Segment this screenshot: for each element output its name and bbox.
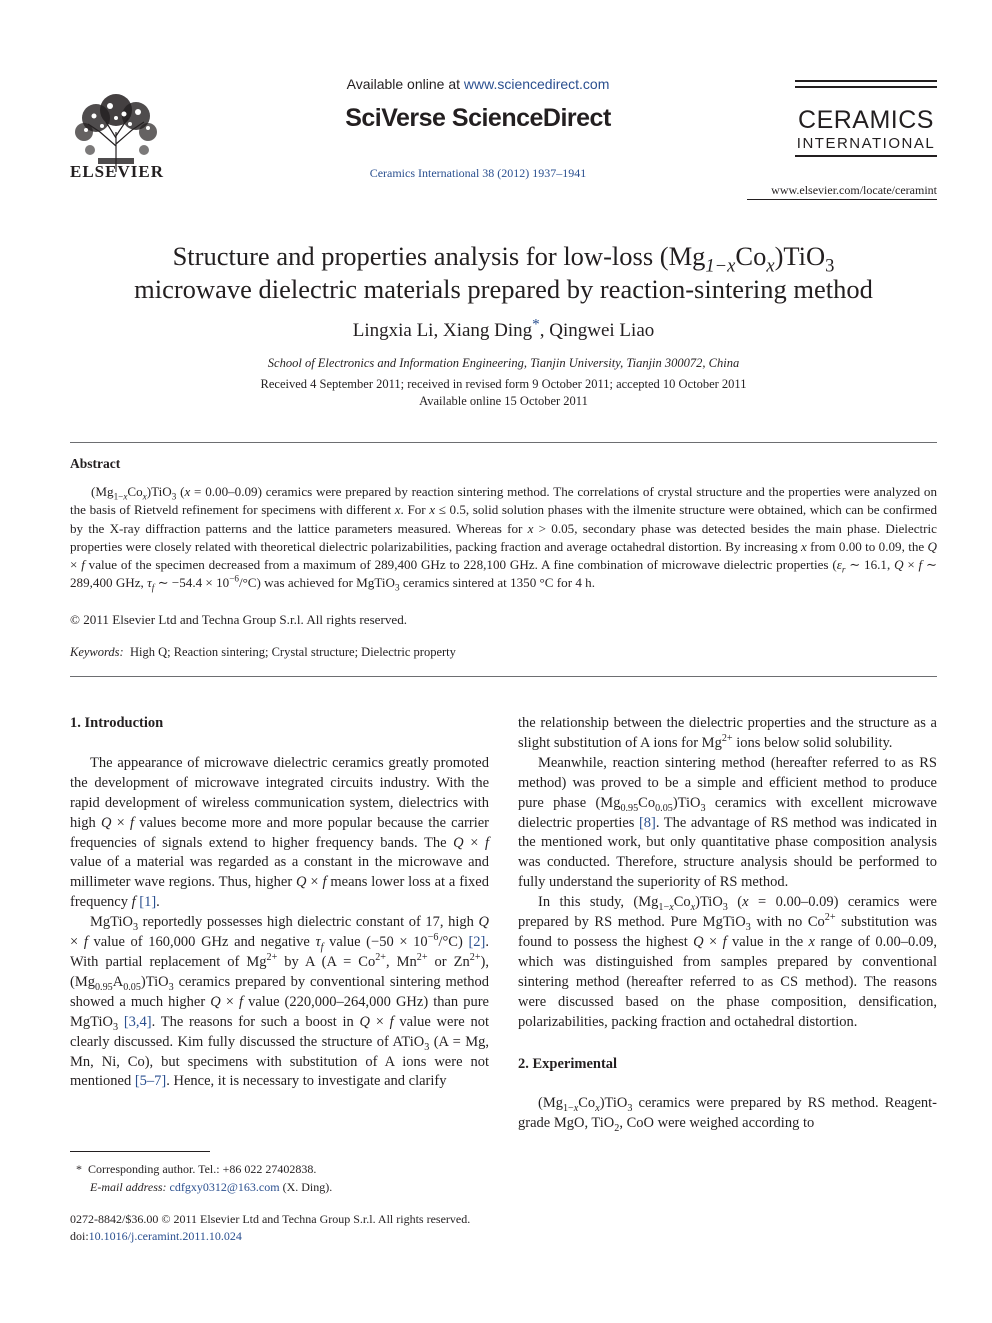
journal-logo-rule-top <box>795 80 937 82</box>
abstract-heading: Abstract <box>70 456 121 471</box>
page-footer <box>70 1211 470 1245</box>
author-name[interactable]: Lingxia Li <box>352 320 434 341</box>
sciencedirect-link[interactable]: www.sciencedirect.com <box>463 76 610 92</box>
title-sub: 1−x <box>705 255 736 277</box>
author-name[interactable]: Qingwei Liao <box>549 320 655 341</box>
affiliation: School of Electronics and Information Engineering, Tianjin University, Tianjin 300072, China <box>267 356 740 370</box>
author-list <box>70 315 937 342</box>
intro-paragraph: Meanwhile, reaction sintering method (hereafter referred to as RS method) was proved to be a simple and efficient method to produce pure phase $(Mg_{0.95}Co_{0.05})TiO_3$ ceramics with excellent microwave dielectric properties [8]. The advantage of RS method was indicated in the mentioned work, but only quantitative phase composition analysis was conducted. Therefore, structure analysis should be performed to fully understand the superiority of RS method. <box>518 754 937 891</box>
intro-paragraph-cont: the relationship between the dielectric properties and the structure as a slight substitution of A ions for $Mg^{2+}$ ions below solid solubility. <box>518 715 937 751</box>
email-suffix: (X. Ding). <box>279 1180 333 1194</box>
ref-link[interactable]: [2] <box>468 934 486 951</box>
author-separator: , <box>539 320 550 341</box>
title-line-2: microwave dielectric materials prepared by reaction-sintering method <box>134 274 873 304</box>
journal-homepage-url[interactable]: www.elsevier.com/locate/ceramint <box>771 183 937 197</box>
header-rule-short <box>747 199 937 200</box>
title-sub: x <box>766 255 775 277</box>
doi-label: doi: <box>70 1229 89 1243</box>
journal-logo-rule-bottom <box>795 155 937 157</box>
title-part: Structure and properties analysis for low-loss (Mg <box>172 241 706 271</box>
author-name[interactable]: Xiang Ding <box>442 320 533 341</box>
intro-paragraph: MgTiO$_3$ reportedly possesses high dielectric constant of 17, high Q × f value of 160,000 GHz and negative $\tau_f$ value $(-50 \times 10^{-6}/^\circ C)$ [2]. With partial replacement of $Mg^{2+}$ by A ($A = Co^{2+}$, $Mn^{2+}$ or $Zn^{2+}$), $(Mg_{0.95}A_{0.05})TiO_3$ ceramics prepared by conventional sintering method showed a much higher Q × f value (220,000–264,000 GHz) than pure MgTiO$_3$ [3,4]. The reasons for such a boost in Q × f value were not clearly discussed. Kim fully discussed the structure of ATiO$_3$ (A = Mg, Mn, Ni, Co), but specimens with substitution of A ions were not mentioned [5–7]. Hence, it is necessary to investigate and clarify <box>70 914 489 1090</box>
experimental-paragraph: $(Mg_{1-x}Co_x)TiO_3$ ceramics were prepared by RS method. Reagent-grade MgO, TiO$_2$, CoO were weighed according to <box>518 1095 937 1135</box>
article-title <box>70 240 937 306</box>
doi-line <box>70 1228 470 1245</box>
footnote-rule <box>70 1151 210 1152</box>
article-history <box>70 376 937 410</box>
section-heading-introduction: 1. Introduction <box>70 715 164 731</box>
rule-above-abstract <box>70 442 937 443</box>
title-sub: 3 <box>825 255 835 277</box>
corresponding-author-text: Corresponding author. Tel.: +86 022 27402838. <box>88 1162 317 1176</box>
left-column <box>70 714 489 1092</box>
rule-below-abstract <box>70 676 937 677</box>
available-online-line <box>300 76 656 92</box>
journal-logo-subtitle: INTERNATIONAL <box>796 135 936 152</box>
platform-logo-text: SciVerse ScienceDirect <box>345 104 611 132</box>
corresponding-author-footnote <box>70 1160 332 1196</box>
ref-link[interactable]: [8] <box>638 814 656 831</box>
journal-logo-rule-top2 <box>795 86 937 88</box>
keywords-line <box>70 645 456 660</box>
ref-link[interactable]: [5–7] <box>134 1073 167 1090</box>
ref-link[interactable]: [1] <box>139 894 157 911</box>
section-heading-experimental: 2. Experimental <box>518 1055 618 1072</box>
issn-line: 0272-8842/$36.00 © 2011 Elsevier Ltd and Techna Group S.r.l. All rights reserved. <box>70 1212 471 1226</box>
abstract-paragraph: $(Mg_{1-x}Co_x)TiO_3$ (x = 0.00–0.09) ceramics were prepared by reaction sintering method. The correlations of crystal structure and the properties were analyzed on the basis of Rietveld refinement for specimens with different x. For x ≤ 0.5, solid solution phases with the ilmenite structure were obtained, which can be confirmed by the X-ray diffraction patterns and the lattice parameters measured. Whereas for x > 0.05, secondary phase was detected besides the main phase. Dielectric properties were closely related with theoretical dielectric polarizabilities, packing fraction and average octahedral distortion. By increasing x from 0.00 to 0.09, the Q × f value of the specimen decreased from a maximum of 289,400 GHz to 228,100 GHz. A fine combination of microwave dielectric properties ($\varepsilon_r$ ∼ 16.1, Q × f ∼ 289,400 GHz, $\tau_f$ ∼ $-54.4 \times 10^{-6}/^\circ C$) was achieved for MgTiO$_3$ ceramics sintered at 1350 °C for 4 h. <box>70 484 937 594</box>
email-link[interactable]: cdfgxy0312@163.com <box>169 1180 280 1194</box>
intro-paragraph: In this study, $(Mg_{1-x}Co_x)TiO_3$ (x = 0.00–0.09) ceramics were prepared by RS method. Pure MgTiO$_3$ with no $Co^{2+}$ substitution was found to possess the highest Q × f value in the x range of 0.00–0.09, which was distinguished from samples prepared by conventional sintering method (hereafter referred to as CS method). The reasons were discussed based on the phase composition, densification, polarizabilities, packing fraction and octahedral distortion. <box>518 894 938 1030</box>
author-separator: , <box>433 320 443 341</box>
journal-logo-title: CERAMICS <box>798 106 934 134</box>
footnote-line: * Corresponding author. Tel.: +86 022 27402838. <box>70 1162 317 1176</box>
footnote-line <box>70 1178 332 1196</box>
keywords-list: High Q; Reaction sintering; Crystal structure; Dielectric property <box>129 645 456 659</box>
available-online-date: Available online 15 October 2011 <box>419 394 588 408</box>
publisher-wordmark: ELSEVIER <box>70 162 164 181</box>
email-label: E-mail address: <box>90 1180 167 1194</box>
abstract-copyright: © 2011 Elsevier Ltd and Techna Group S.r.l. All rights reserved. <box>70 612 408 627</box>
intro-paragraph: The appearance of microwave dielectric ceramics greatly promoted the development of microwave integrated circuits industry. With the rapid development of wireless communication system, dielectrics with high Q × f values become more and more popular because the carrier frequencies of signals extend to higher frequency bands. The Q × f value of a material was regarded as a constant in the microwave and millimeter wave regions. Thus, higher Q × f means lower loss at a fixed frequency f [1]. <box>70 754 490 911</box>
journal-citation-link[interactable]: Ceramics International 38 (2012) 1937–1941 <box>369 166 587 180</box>
received-dates: Received 4 September 2011; received in revised form 9 October 2011; accepted 10 October 2011 <box>260 377 747 391</box>
doi-link[interactable]: 10.1016/j.ceramint.2011.10.024 <box>88 1229 242 1243</box>
title-part: Co <box>735 241 767 271</box>
right-column <box>518 714 937 1134</box>
corresponding-author-mark[interactable]: * <box>532 315 540 333</box>
title-part: )TiO <box>774 241 826 271</box>
keywords-label: Keywords: <box>70 645 124 659</box>
ref-link[interactable]: [3,4] <box>123 1013 152 1030</box>
available-prefix: Available online at <box>346 76 464 92</box>
abstract-body <box>70 483 937 593</box>
